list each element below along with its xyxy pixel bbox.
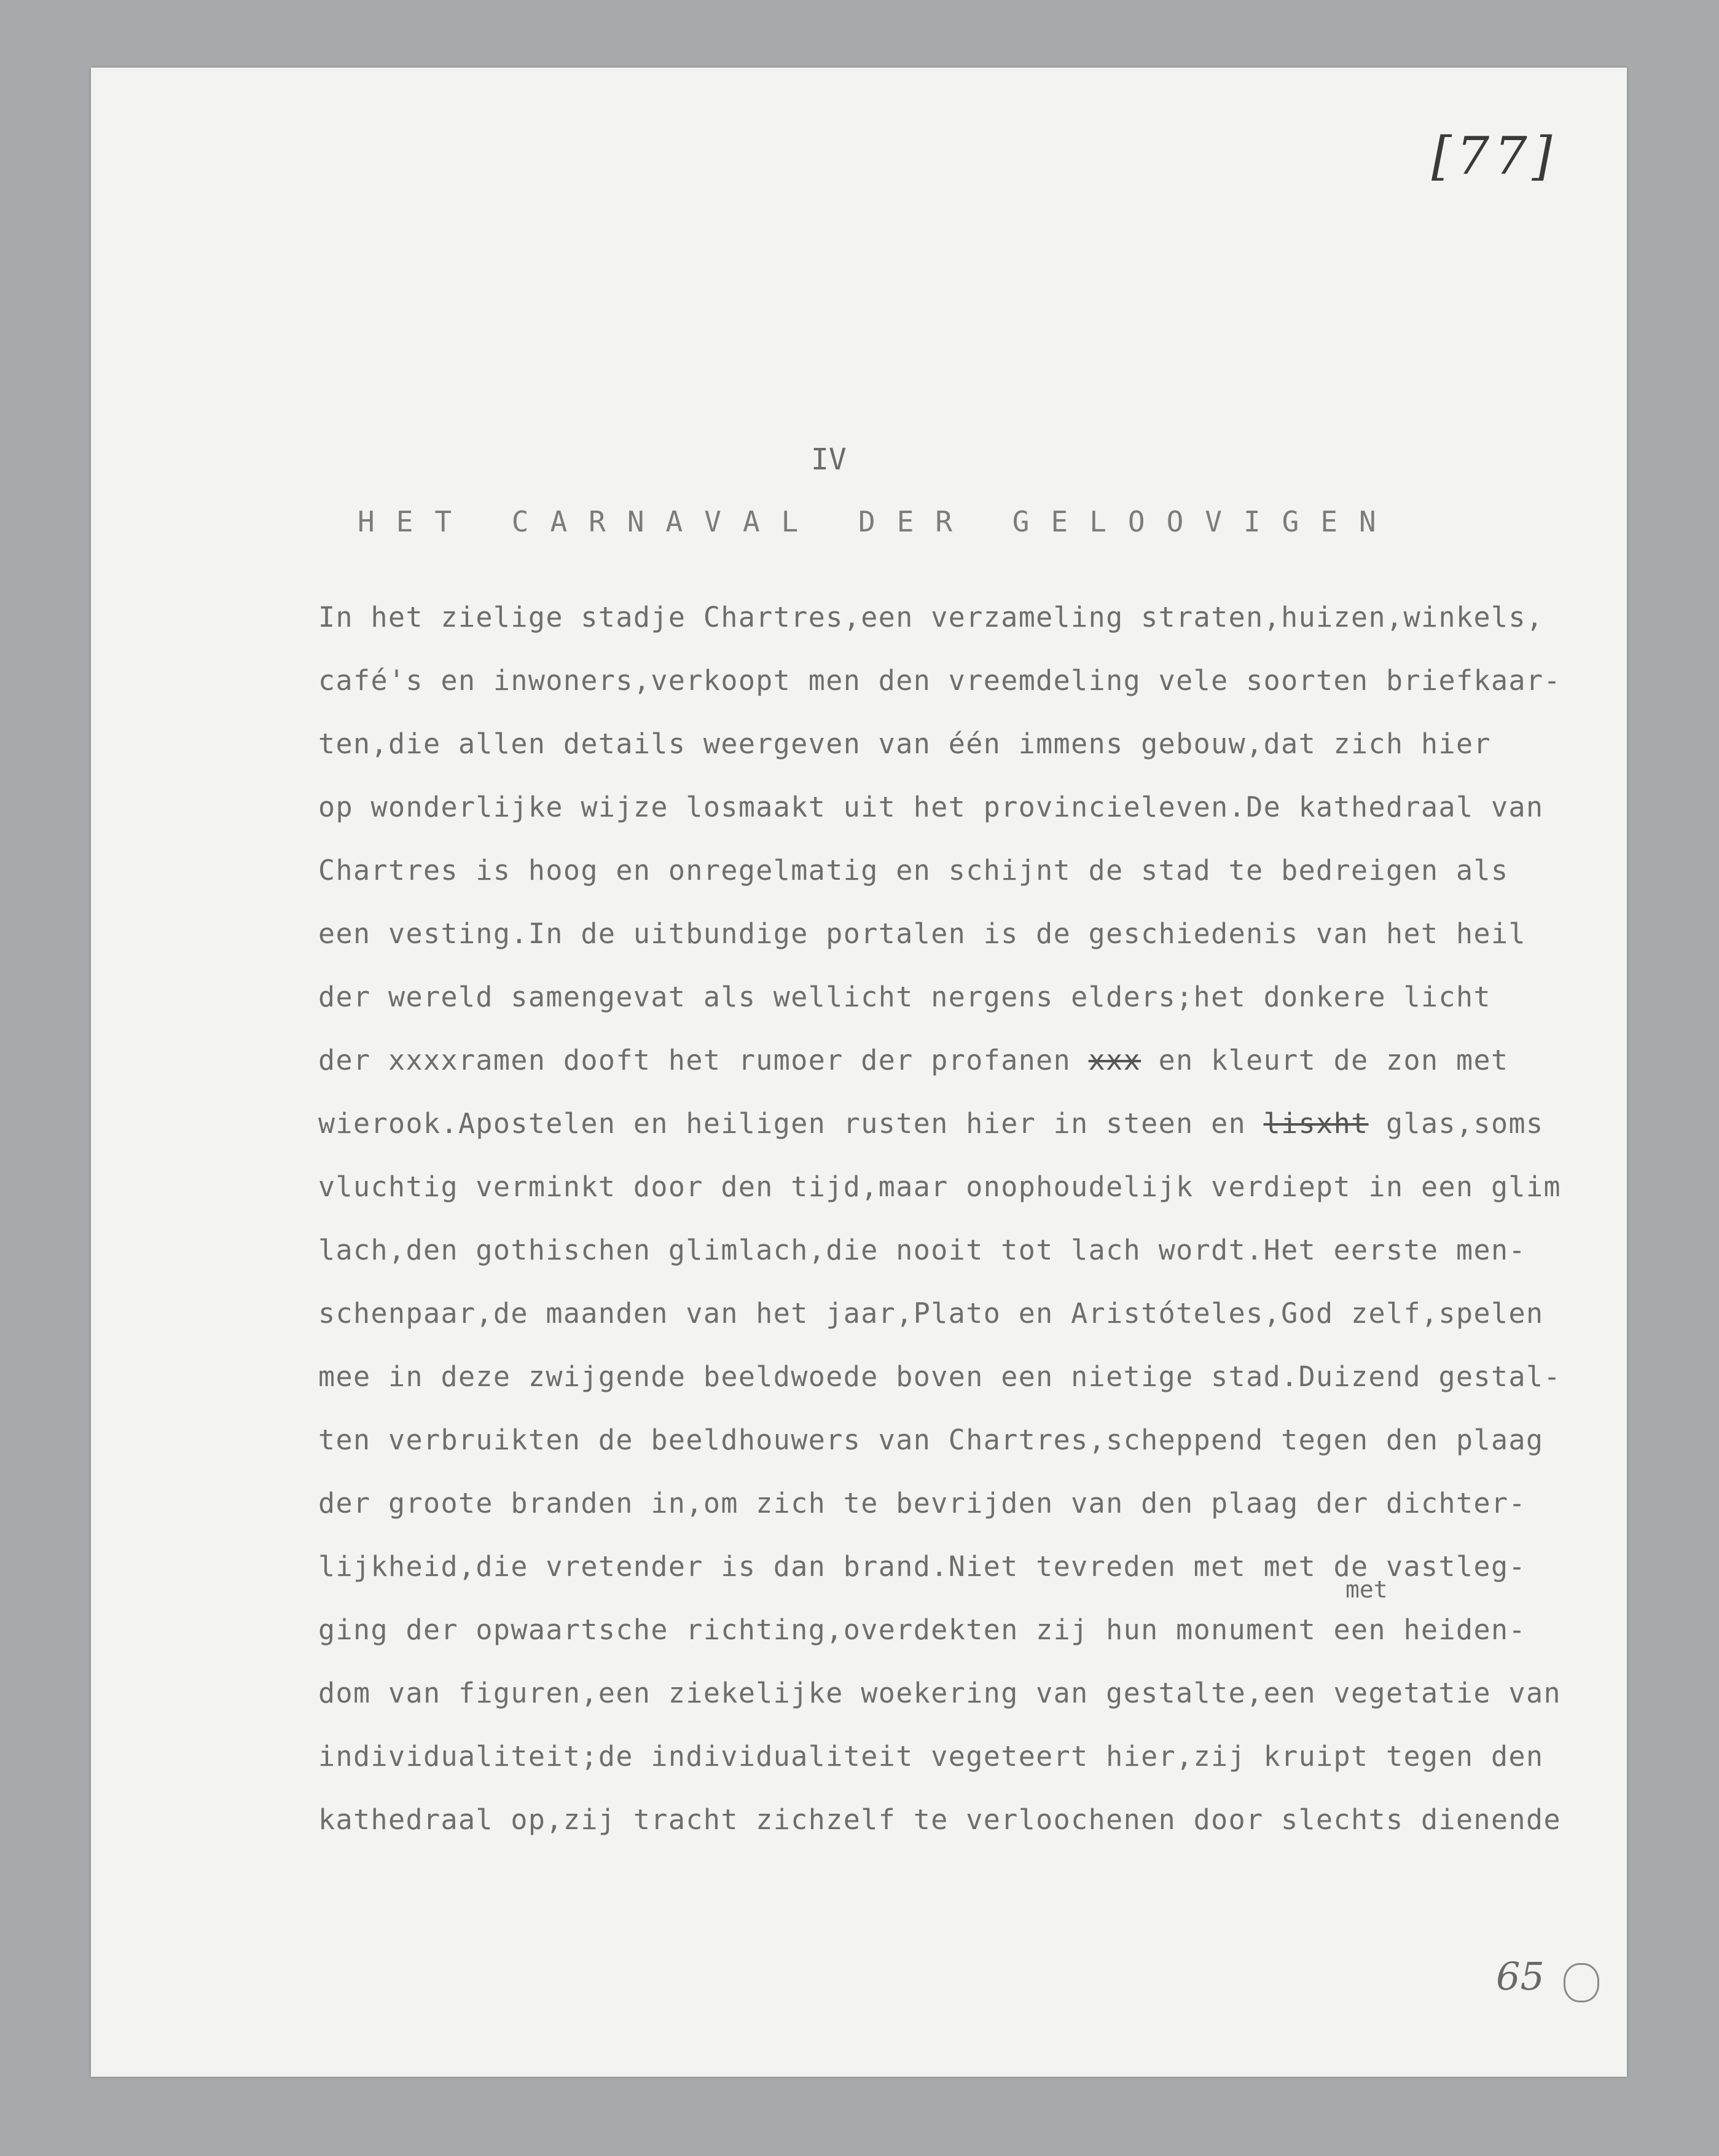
text-line: op wonderlijke wijze losmaakt uit het provincieleven.De kathedraal van — [318, 791, 1544, 823]
text-line: Chartres is hoog en onregelmatig en schijnt de stad te bedreigen als — [318, 854, 1509, 887]
struck-word: xxx — [1088, 1044, 1141, 1076]
text-line: kathedraal op,zij tracht zichzelf te verloochenen door slechts dienende — [318, 1803, 1561, 1836]
text-line: mee in deze zwijgende beeldwoede boven een nietige stad.Duizend gestal- — [318, 1360, 1561, 1393]
chapter-title: HET CARNAVAL DER GELOOVIGEN — [358, 505, 1398, 538]
text-line: schenpaar,de maanden van het jaar,Plato en Aristóteles,God zelf,spelen — [318, 1297, 1544, 1330]
text-line: individualiteit;de individualiteit vegeteert hier,zij kruipt tegen den — [318, 1740, 1544, 1773]
text-line: ging der opwaartsche richting,overdekten zij hun monument een heiden- — [318, 1613, 1526, 1646]
struck-word: lisxht — [1263, 1107, 1369, 1140]
text-line: lach,den gothischen glimlach,die nooit tot lach wordt.Het eerste men- — [318, 1234, 1526, 1266]
text-line: der xxxxramen dooft het rumoer der profanen xxx en kleurt de zon met — [318, 1044, 1509, 1076]
text-line: lijkheid,die vretender is dan brand.Niet tevreden met met de vastleg- — [318, 1550, 1526, 1583]
text-line: ten verbruikten de beeldhouwers van Chartres,scheppend tegen den plaag — [318, 1424, 1544, 1456]
text-line: In het zielige stadje Chartres,een verzameling straten,huizen,winkels, — [318, 601, 1544, 633]
text-line: café's en inwoners,verkoopt men den vreemdeling vele soorten briefkaar- — [318, 664, 1561, 697]
folio-number: 65 — [1496, 1954, 1545, 1999]
text-line: wierook.Apostelen en heiligen rusten hier in steen en lisxht glas,soms — [318, 1107, 1544, 1140]
text-line: ten,die allen details weergeven van één immens gebouw,dat zich hier — [318, 727, 1491, 760]
text-line: der wereld samengevat als wellicht nergens elders;het donkere licht — [318, 981, 1491, 1013]
text-line: der groote branden in,om zich te bevrijden van den plaag der dichter- — [318, 1487, 1526, 1519]
body-text — [318, 599, 1639, 1865]
handwritten-insertion: met — [1345, 1576, 1388, 1603]
archive-number: [77] — [1431, 126, 1557, 186]
text-line: een vesting.In de uitbundige portalen is de geschiedenis van het heil — [318, 917, 1526, 950]
archive-stamp — [1564, 1963, 1599, 2002]
text-line: vluchtig verminkt door den tijd,maar onophoudelijk verdiept in een glim — [318, 1170, 1561, 1203]
text-line: dom van figuren,een ziekelijke woekering van gestalte,een vegetatie van — [318, 1677, 1561, 1709]
chapter-number: IV — [811, 442, 847, 477]
